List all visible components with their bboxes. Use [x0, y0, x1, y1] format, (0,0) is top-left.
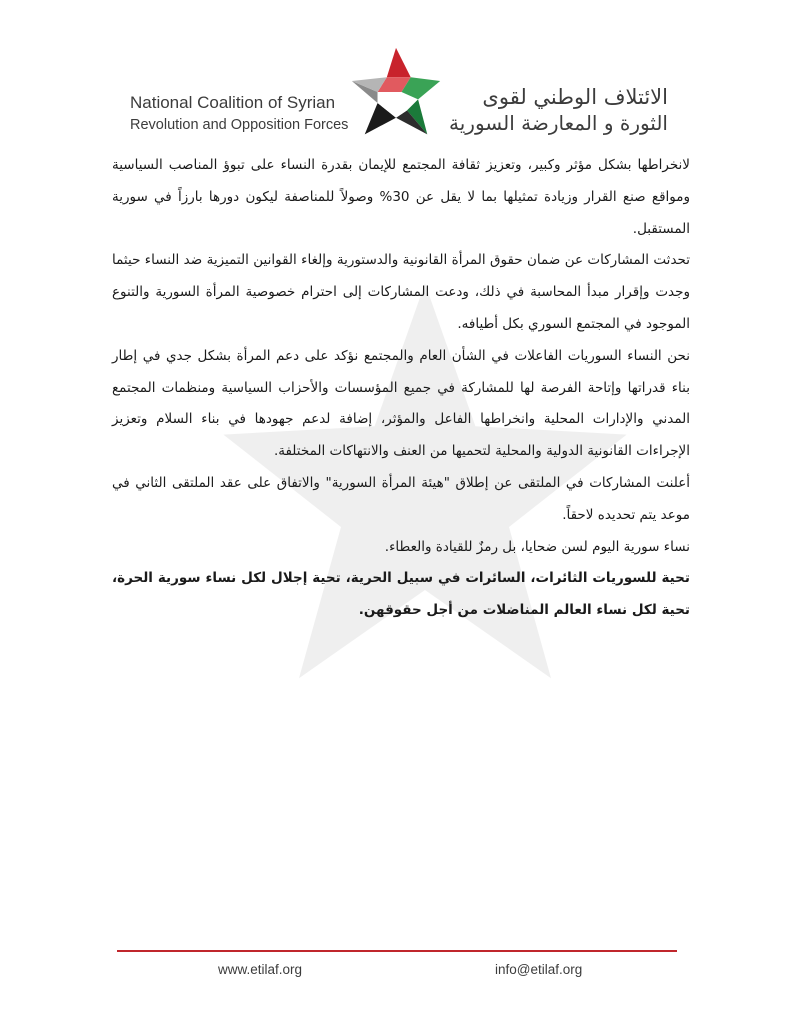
english-org-name	[130, 92, 350, 136]
paragraph-5: نساء سورية اليوم لسن ضحايا، بل رمزٌ للقيادة والعطاء.	[384, 538, 690, 555]
email-link[interactable]: info@etilaf.org	[495, 962, 583, 977]
paragraph-3: نحن النساء السوريات الفاعلات في الشأن العام والمجتمع نؤكد على دعم المرأة بشكل جدي في إطار بناء قدراتها وإتاحة الفرصة لها للمشاركة في جميع المؤسسات والأحزاب السياسية ومنظمات المجتمع المدني والإدارات المحلية وانخراطها الفاعل والمؤثر، إضافة لدعم جهودها في بناء السلام وتعزيز الإجراءات القانونية الدولية والمحلية لتحميها من العنف والانتهاكات المختلفة.	[112, 347, 690, 460]
letterhead	[0, 0, 792, 150]
paragraph-2: تحدثت المشاركات عن ضمان حقوق المرأة القانونية والدستورية وإلغاء القوانين التميزية ضد النساء حيثما وجدت وإقرار مبدأ المحاسبة في ذلك، ودعت المشاركات إلى احترام خصوصية المرأة السورية والتنوع الموجود في المجتمع السوري بكل أطيافه.	[112, 252, 690, 332]
arabic-name-line2: الثورة و المعارضة السورية	[449, 111, 668, 135]
paragraph-4: أعلنت المشاركات في الملتقى عن إطلاق "هيئة المرأة السورية" والاتفاق على عقد الملتقى الثاني في موعد يتم تحديده لاحقاً.	[112, 474, 690, 523]
english-name-line2: Revolution and Opposition Forces	[130, 117, 349, 133]
closing-salute: تحية للسوريات الثائرات، السائرات في سبيل الحرية، تحية إجلال لكل نساء سورية الحرة، تحية لكل نساء العالم المناضلات من أجل حقوقهن.	[112, 570, 690, 619]
document-body	[112, 150, 690, 627]
paragraph-1: لانخراطها بشكل مؤثر وكبير، وتعزيز ثقافة المجتمع للإيمان بقدرة النساء على تبوؤ المناصب السياسية ومواقع صنع القرار وزيادة تمثيلها بما لا يقل عن 30% وصولاً للمناصفة ليكون دورها بارزاً في سورية المستقبل.	[112, 157, 690, 237]
star-logo-icon	[350, 46, 442, 138]
arabic-org-name	[448, 84, 668, 136]
footer-divider	[117, 950, 677, 952]
arabic-name-line1: الائتلاف الوطني لقوى	[482, 85, 668, 109]
english-name-line1: National Coalition of Syrian	[130, 93, 336, 112]
website-link[interactable]: www.etilaf.org	[218, 962, 303, 977]
